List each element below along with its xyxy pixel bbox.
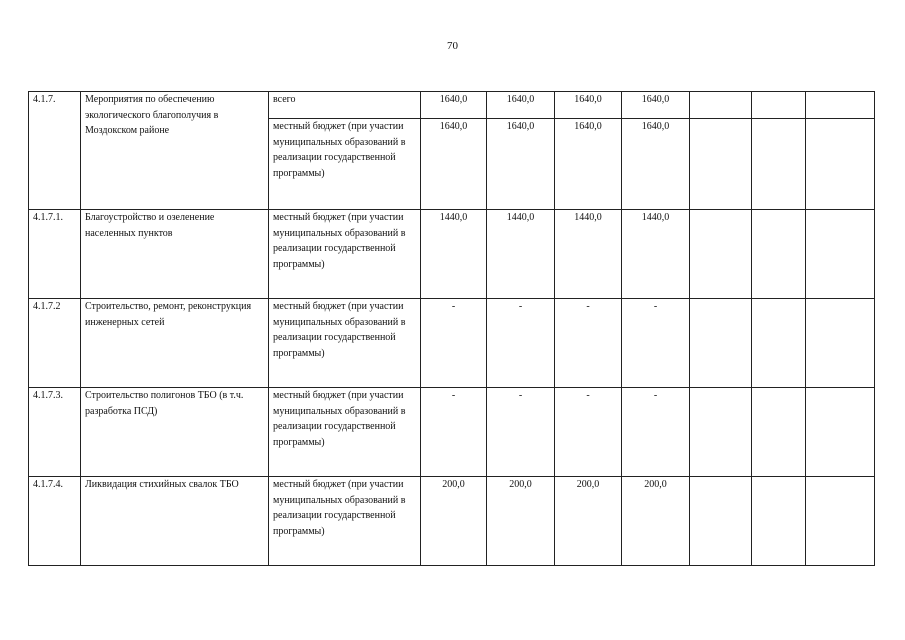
value-cell: 1640,0 xyxy=(622,92,690,119)
row-name: Благоустройство и озеленение населенных пунктов xyxy=(81,210,269,299)
empty-cell xyxy=(690,388,752,477)
value-cell: 1440,0 xyxy=(487,210,555,299)
empty-cell xyxy=(752,92,806,119)
row-name: Строительство, ремонт, реконструкция инженерных сетей xyxy=(81,299,269,388)
funding-source: местный бюджет (при участии муниципальных образований в реализации государственной программы) xyxy=(269,119,421,210)
value-cell: 1640,0 xyxy=(487,92,555,119)
table-row xyxy=(29,92,875,119)
budget-table xyxy=(28,91,875,566)
value-cell: 1440,0 xyxy=(555,210,622,299)
empty-cell xyxy=(806,388,875,477)
table-row xyxy=(29,299,875,388)
table-row xyxy=(29,210,875,299)
row-name: Мероприятия по обеспечению экологического благополучия в Моздокском районе xyxy=(81,92,269,210)
value-cell: 1640,0 xyxy=(421,119,487,210)
empty-cell xyxy=(690,92,752,119)
value-cell: - xyxy=(622,388,690,477)
value-cell: - xyxy=(421,388,487,477)
empty-cell xyxy=(752,388,806,477)
value-cell: 1640,0 xyxy=(555,92,622,119)
empty-cell xyxy=(752,210,806,299)
funding-source: местный бюджет (при участии муниципальных образований в реализации государственной программы) xyxy=(269,388,421,477)
value-cell: 1640,0 xyxy=(622,119,690,210)
value-cell: - xyxy=(555,388,622,477)
value-cell: - xyxy=(487,299,555,388)
value-cell: - xyxy=(622,299,690,388)
empty-cell xyxy=(752,119,806,210)
empty-cell xyxy=(806,477,875,566)
value-cell: 200,0 xyxy=(555,477,622,566)
empty-cell xyxy=(752,477,806,566)
empty-cell xyxy=(752,299,806,388)
empty-cell xyxy=(690,477,752,566)
empty-cell xyxy=(690,299,752,388)
row-name: Строительство полигонов ТБО (в т.ч. разработка ПСД) xyxy=(81,388,269,477)
row-code: 4.1.7.3. xyxy=(29,388,81,477)
funding-source: местный бюджет (при участии муниципальных образований в реализации государственной программы) xyxy=(269,477,421,566)
value-cell: - xyxy=(421,299,487,388)
value-cell: 1640,0 xyxy=(487,119,555,210)
value-cell: 200,0 xyxy=(622,477,690,566)
value-cell: 200,0 xyxy=(421,477,487,566)
table-row xyxy=(29,477,875,566)
value-cell: 200,0 xyxy=(487,477,555,566)
table-row xyxy=(29,388,875,477)
value-cell: 1440,0 xyxy=(421,210,487,299)
row-code: 4.1.7.1. xyxy=(29,210,81,299)
row-code: 4.1.7.2 xyxy=(29,299,81,388)
row-code: 4.1.7.4. xyxy=(29,477,81,566)
funding-source: местный бюджет (при участии муниципальных образований в реализации государственной программы) xyxy=(269,299,421,388)
funding-source: местный бюджет (при участии муниципальных образований в реализации государственной программы) xyxy=(269,210,421,299)
row-name: Ликвидация стихийных свалок ТБО xyxy=(81,477,269,566)
value-cell: - xyxy=(487,388,555,477)
empty-cell xyxy=(690,119,752,210)
empty-cell xyxy=(806,119,875,210)
row-code: 4.1.7. xyxy=(29,92,81,210)
value-cell: - xyxy=(555,299,622,388)
value-cell: 1640,0 xyxy=(555,119,622,210)
value-cell: 1640,0 xyxy=(421,92,487,119)
empty-cell xyxy=(806,210,875,299)
empty-cell xyxy=(806,92,875,119)
funding-source: всего xyxy=(269,92,421,119)
empty-cell xyxy=(690,210,752,299)
empty-cell xyxy=(806,299,875,388)
value-cell: 1440,0 xyxy=(622,210,690,299)
page-number: 70 xyxy=(447,40,458,52)
